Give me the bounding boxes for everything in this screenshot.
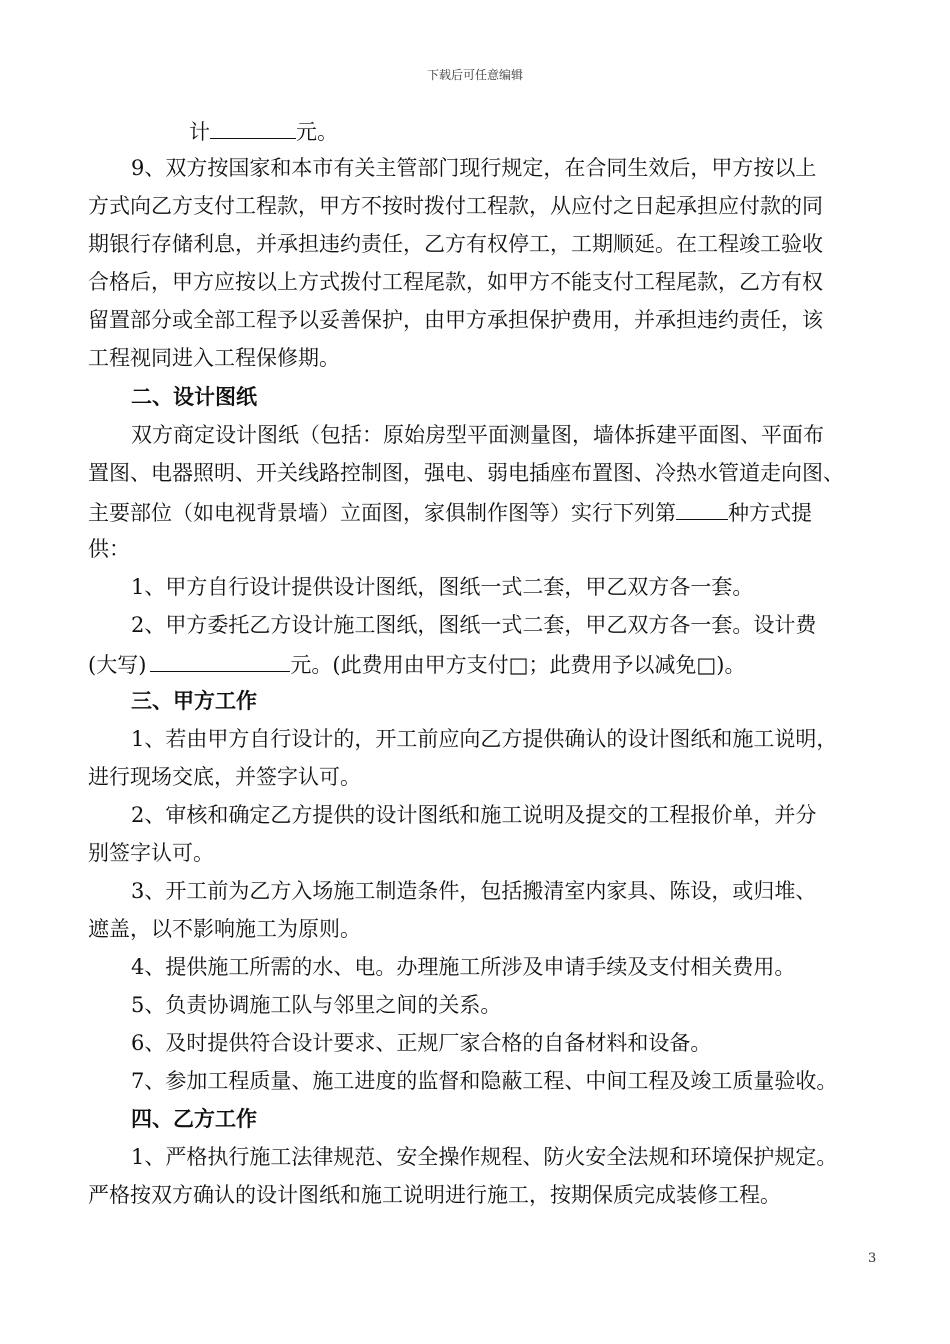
body-line: 9、双方按国家和本市有关主管部门现行规定，在合同生效后，甲方按以上 <box>131 156 817 180</box>
line-text: 元。 <box>296 120 338 144</box>
body-line: 4、提供施工所需的水、电。办理施工所涉及申请手续及支付相关费用。 <box>131 955 796 979</box>
body-line: 供： <box>88 537 130 561</box>
body-line: 6、及时提供符合设计要求、正规厂家合格的自备材料和设备。 <box>131 1031 712 1055</box>
body-line: 1、严格执行施工法律规范、安全操作规程、防火安全法规和环境保护规定。 <box>131 1145 838 1169</box>
line-text: 种方式提 <box>728 501 812 525</box>
body-line <box>189 118 950 144</box>
body-line: 置图、电器照明、开关线路控制图，强电、弱电插座布置图、冷热水管道走向图、 <box>88 461 844 485</box>
fill-in-blank <box>676 499 728 520</box>
body-line: 方式向乙方支付工程款，甲方不按时拨付工程款，从应付之日起承担应付款的同 <box>88 194 823 218</box>
line-text: 元。(此费用由甲方支付□；此费用予以减免□)。 <box>290 653 746 677</box>
body-line: 3、开工前为乙方入场施工制造条件，包括搬清室内家具、陈设，或归堆、 <box>131 879 817 903</box>
body-line: 双方商定设计图纸（包括：原始房型平面测量图，墙体拆建平面图、平面布 <box>131 423 824 447</box>
line-text: 计 <box>189 120 210 144</box>
body-line: 合格后，甲方应按以上方式拨付工程尾款，如甲方不能支付工程尾款，乙方有权 <box>88 270 823 294</box>
body-line: 进行现场交底，并签字认可。 <box>88 765 361 789</box>
fill-in-blank <box>150 651 290 672</box>
page-header: 下载后可任意编辑 <box>426 68 523 82</box>
page-number: 3 <box>868 1251 877 1266</box>
body-line: 2、审核和确定乙方提供的设计图纸和施工说明及提交的工程报价单，并分 <box>131 803 817 827</box>
body-line: 7、参加工程质量、施工进度的监督和隐蔽工程、中间工程及竣工质量验收。 <box>131 1069 838 1093</box>
body-line: 1、甲方自行设计提供设计图纸，图纸一式二套，甲乙双方各一套。 <box>131 575 754 599</box>
body-line: 留置部分或全部工程予以妥善保护，由甲方承担保护费用，并承担违约责任，该 <box>88 308 823 332</box>
section-heading: 四、乙方工作 <box>131 1107 257 1131</box>
fill-in-blank <box>210 118 296 139</box>
section-heading: 二、设计图纸 <box>131 385 257 409</box>
body-line: 遮盖，以不影响施工为原则。 <box>88 917 361 941</box>
body-line <box>88 499 888 525</box>
body-line <box>88 651 888 677</box>
body-line: 严格按双方确认的设计图纸和施工说明进行施工，按期保质完成装修工程。 <box>88 1183 781 1207</box>
line-text: (大写) <box>88 653 147 677</box>
body-line: 别签字认可。 <box>88 841 214 865</box>
body-line: 2、甲方委托乙方设计施工图纸，图纸一式二套，甲乙双方各一套。设计费 <box>131 613 817 637</box>
body-line: 1、若由甲方自行设计的，开工前应向乙方提供确认的设计图纸和施工说明， <box>131 727 838 751</box>
body-line: 5、负责协调施工队与邻里之间的关系。 <box>131 993 502 1017</box>
section-heading: 三、甲方工作 <box>131 689 257 713</box>
body-line: 期银行存储利息，并承担违约责任，乙方有权停工，工期顺延。在工程竣工验收 <box>88 232 823 256</box>
line-text: 主要部位（如电视背景墙）立面图，家俱制作图等）实行下列第 <box>88 501 676 525</box>
body-line: 工程视同进入工程保修期。 <box>88 346 340 370</box>
